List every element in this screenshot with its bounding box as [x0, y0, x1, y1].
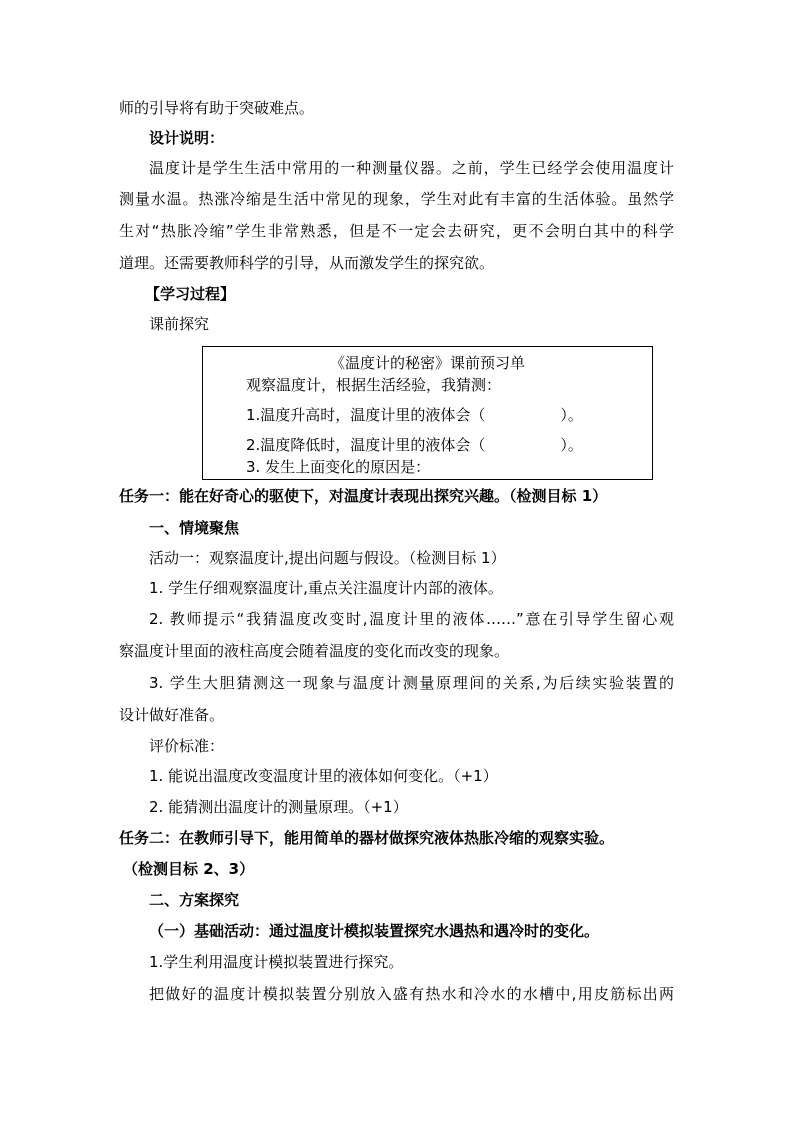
design-note-line-3: 生对“热胀冷缩”学生非常熟悉，但是不一定会去研究，更不会明白其中的科学	[119, 222, 674, 240]
evaluation-criteria-label: 评价标准：	[149, 737, 225, 755]
preview-sheet-item-1: 1.温度升高时，温度计里的液体会（ ）。	[246, 406, 583, 424]
evaluation-criterion-1: 1. 能说出温度改变温度计里的液体如何变化。（+1）	[149, 767, 498, 785]
task-1-step-1: 1. 学生仔细观察温度计,重点关注温度计内部的液体。	[149, 579, 503, 597]
task-2-step-1-detail: 把做好的温度计模拟装置分别放入盛有热水和冷水的水槽中,用皮筋标出两	[149, 985, 674, 1003]
task-2-section-heading: 二、方案探究	[149, 891, 240, 909]
task-1-activity: 活动一：观察温度计,提出问题与假设。（检测目标 1）	[149, 549, 506, 567]
evaluation-criterion-2: 2. 能猜测出温度计的测量原理。（+1）	[149, 798, 408, 816]
task-1-step-3-line-1: 3. 学生大胆猜测这一现象与温度计测量原理间的关系,为后续实验装置的	[149, 674, 674, 692]
task-2-basic-activity: （一）基础活动：通过温度计模拟装置探究水遇热和遇冷时的变化。	[149, 922, 600, 940]
task-2-heading-line-1: 任务二：在教师引导下，能用简单的器材做探究液体热胀冷缩的观察实验。	[119, 829, 615, 847]
task-1-section-heading: 一、情境聚焦	[149, 519, 240, 537]
preview-sheet-item-3: 3. 发生上面变化的原因是：	[246, 458, 431, 476]
design-note-line-1: 温度计是学生生活中常用的一种测量仪器。之前，学生已经学会使用温度计	[149, 159, 674, 177]
task-2-heading-line-2: （检测目标 2、3）	[123, 860, 255, 878]
preview-sheet-box	[202, 346, 653, 480]
task-2-step-1: 1.学生利用温度计模拟装置进行探究。	[149, 953, 404, 971]
design-note-heading: 设计说明：	[149, 129, 225, 147]
task-1-step-3-line-2: 设计做好准备。	[119, 706, 225, 724]
design-note-line-2: 测量水温。热涨冷缩是生活中常见的现象，学生对此有丰富的生活体验。虽然学	[119, 190, 674, 208]
preview-sheet-item-2: 2.温度降低时，温度计里的液体会（ ）。	[246, 436, 583, 454]
design-note-line-4: 道理。还需要教师科学的引导，从而激发学生的探究欲。	[119, 254, 495, 272]
intro-continuation: 师的引导将有助于突破难点。	[119, 99, 315, 117]
preview-sheet-instruction: 观察温度计，根据生活经验，我猜测：	[246, 376, 502, 394]
pre-class-inquiry-subheading: 课前探究	[149, 315, 210, 333]
task-1-heading: 任务一：能在好奇心的驱使下，对温度计表现出探究兴趣。（检测目标 1）	[119, 487, 608, 505]
task-1-step-2-line-1: 2. 教师提示“我猜温度改变时,温度计里的液体……”意在引导学生留心观	[149, 610, 674, 628]
task-1-step-2-line-2: 察温度计里面的液柱高度会随着温度的变化而改变的现象。	[119, 642, 510, 660]
learning-process-heading: 【学习过程】	[145, 285, 236, 303]
preview-sheet-title: 《温度计的秘密》课前预习单	[329, 354, 525, 372]
